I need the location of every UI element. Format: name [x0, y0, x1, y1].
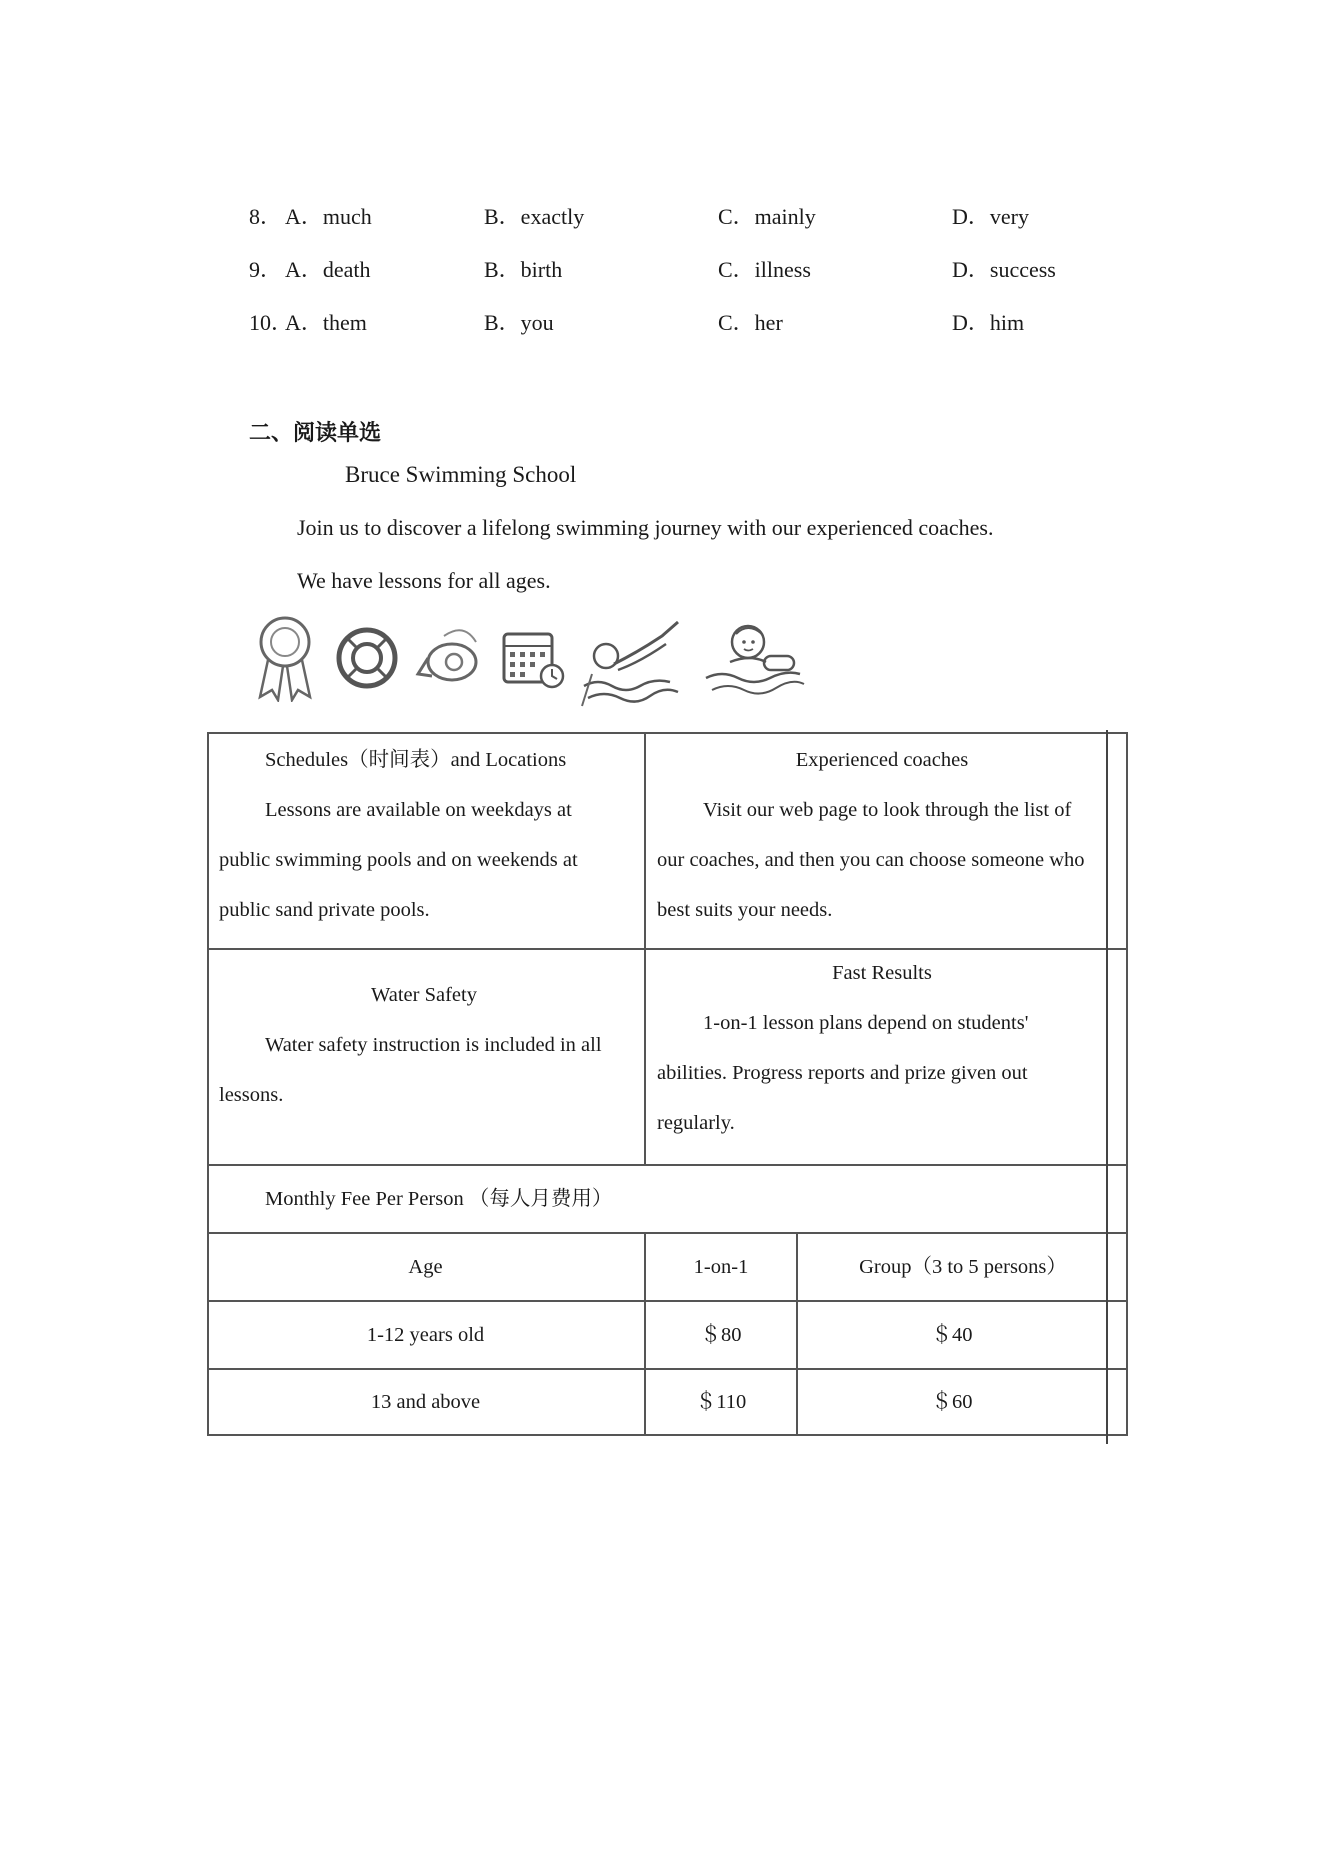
option-d: D．success — [952, 257, 1056, 282]
water-safety-line-1: Water safety instruction is included in all — [265, 1034, 602, 1056]
schedules-heading: Schedules（时间表）and Locations — [265, 749, 567, 771]
fee-heading: Monthly Fee Per Person （每人月费用） — [265, 1188, 613, 1210]
question-row-10 — [0, 306, 1323, 346]
diving-swimmer-icon — [578, 612, 688, 712]
calendar-icon — [496, 612, 566, 702]
intro-line-1: Join us to discover a lifelong swimming journey with our experienced coaches. — [297, 515, 994, 540]
section-title: 二、阅读单选 — [249, 421, 382, 446]
option-c: C．illness — [718, 257, 811, 282]
option-b: B．birth — [484, 257, 563, 282]
option-d: D．very — [952, 204, 1029, 229]
icon-strip — [250, 612, 810, 712]
fee-row-one-on-one: ＄80 — [700, 1324, 742, 1346]
fast-results-line-1: 1-on-1 lesson plans depend on students' — [703, 1012, 1029, 1034]
option-c: C．her — [718, 310, 783, 335]
fee-row-one-on-one: ＄110 — [695, 1391, 747, 1413]
fee-row-group: ＄40 — [931, 1324, 973, 1346]
fee-header-one-on-one: 1-on-1 — [693, 1256, 749, 1278]
coaches-line-2: our coaches, and then you can choose someone who — [657, 849, 1085, 871]
question-number: 8． — [249, 204, 283, 229]
question-row-8 — [0, 200, 1323, 240]
option-b: B．you — [484, 310, 554, 335]
option-a: A．them — [285, 310, 367, 335]
schedules-line-2: public swimming pools and on weekends at — [219, 849, 578, 871]
fee-header-group: Group（3 to 5 persons） — [859, 1256, 1067, 1278]
fast-results-line-3: regularly. — [657, 1112, 735, 1134]
fee-row-age: 1-12 years old — [366, 1324, 485, 1346]
fee-header-age: Age — [408, 1256, 443, 1278]
coaches-heading: Experienced coaches — [795, 749, 969, 771]
life-ring-icon — [332, 612, 402, 702]
question-row-9 — [0, 253, 1323, 293]
coaches-line-3: best suits your needs. — [657, 899, 833, 921]
option-d: D．him — [952, 310, 1025, 335]
question-number: 10． — [249, 310, 294, 335]
option-a: A．much — [285, 204, 372, 229]
swimmer-with-float-icon — [700, 612, 810, 712]
fee-row-group: ＄60 — [931, 1391, 973, 1413]
schedules-cell — [219, 732, 639, 948]
whistle-icon — [414, 612, 484, 702]
ribbon-medal-icon — [250, 612, 320, 702]
option-b: B．exactly — [484, 204, 585, 229]
question-number: 9． — [249, 257, 283, 282]
fast-results-line-2: abilities. Progress reports and prize given out — [657, 1062, 1028, 1084]
intro-line-2: We have lessons for all ages. — [297, 568, 551, 593]
schedules-line-3: public sand private pools. — [219, 899, 430, 921]
water-safety-line-2: lessons. — [219, 1084, 284, 1106]
option-c: C．mainly — [718, 204, 816, 229]
coaches-cell — [657, 732, 1117, 948]
fee-row-age: 13 and above — [370, 1391, 481, 1413]
school-name: Bruce Swimming School — [345, 462, 577, 487]
schedules-line-1: Lessons are available on weekdays at — [265, 799, 572, 821]
info-table — [207, 732, 1128, 1436]
fast-results-heading: Fast Results — [832, 962, 932, 984]
option-a: A．death — [285, 257, 371, 282]
water-safety-cell — [219, 950, 639, 1164]
fast-results-cell — [657, 950, 1102, 1164]
coaches-line-1: Visit our web page to look through the list of — [703, 799, 1072, 821]
water-safety-heading: Water Safety — [371, 984, 477, 1006]
